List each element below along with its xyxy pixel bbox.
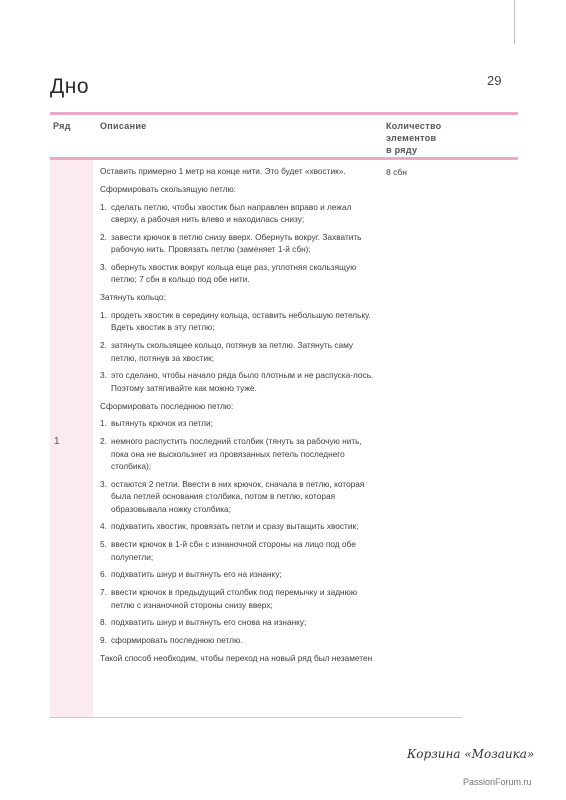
step-number: 2. xyxy=(100,340,107,351)
numbered-step xyxy=(100,634,380,646)
header-row: Ряд xyxy=(53,121,71,131)
numbered-step xyxy=(100,586,380,611)
step-text: продеть хвостик в середину кольца, оставить небольшую петельку. Вдеть хвостик в эту петлю; xyxy=(111,310,371,333)
step-number: 7. xyxy=(100,587,107,598)
numbered-step xyxy=(100,568,380,580)
numbered-step xyxy=(100,417,380,429)
header-description: Описание xyxy=(100,121,147,131)
description-paragraph: Затянуть кольцо: xyxy=(100,292,166,303)
step-text: подхватить шнур и вытянуть его снова на изнанку; xyxy=(111,617,307,628)
step-number: 1. xyxy=(100,201,107,212)
step-text: ввести крючок в предыдущий столбик под перемычку и заднюю петлю с изнаночной стороны снизу вверх; xyxy=(111,587,358,610)
description-paragraph: Такой способ необходим, чтобы переход на новый ряд был незаметен xyxy=(100,653,373,664)
description-paragraph: Оставить примерно 1 метр на конце нити. Это будет «хвостик». xyxy=(100,166,346,176)
description-paragraph: Сформировать скользящую петлю: xyxy=(100,183,236,194)
numbered-step xyxy=(100,520,380,532)
step-number: 5. xyxy=(100,539,107,550)
watermark: PassionForum.ru xyxy=(463,777,532,787)
numbered-step xyxy=(100,339,380,364)
step-text: немного распустить последний столбик (тянуть за рабочую нить, пока она не выскользнет из провязанных петель последнего столбика); xyxy=(111,436,362,472)
step-number: 9. xyxy=(100,635,107,646)
header-count xyxy=(386,120,441,156)
step-text: ввести крючок в 1-й сбн с изнаночной стороны на лицо под обе полупетли; xyxy=(111,539,356,562)
header-bottom-rule xyxy=(50,157,518,160)
footer-title: Корзина «Мозаика» xyxy=(407,747,535,761)
step-number: 4. xyxy=(100,521,107,532)
step-text: это сделано, чтобы начало ряда было плотным и не распуска-лось. Поэтому затягивайте как можно туже. xyxy=(111,370,374,393)
step-number: 1. xyxy=(100,418,107,429)
page-number: 29 xyxy=(487,73,502,88)
step-number: 3. xyxy=(100,478,107,489)
count-value: 8 сбн xyxy=(386,167,407,177)
top-vertical-rule xyxy=(514,0,515,44)
numbered-step xyxy=(100,478,380,515)
numbered-step xyxy=(100,616,380,628)
step-number: 6. xyxy=(100,569,107,580)
page-title: Дно xyxy=(50,75,89,98)
description-paragraph: Сформировать последнюю петлю: xyxy=(100,400,234,411)
numbered-step xyxy=(100,538,380,563)
step-text: сделать петлю, чтобы хвостик был направлен вправо и лежал сверху, а рабочая нить влево и находилась снизу; xyxy=(111,201,352,224)
step-text: подхватить шнур и вытянуть его на изнанку; xyxy=(111,569,282,580)
step-number: 8. xyxy=(100,617,107,628)
numbered-step xyxy=(100,435,380,472)
header-count-line: в ряду xyxy=(386,145,418,155)
numbered-step xyxy=(100,231,380,256)
step-number: 3. xyxy=(100,262,107,272)
header-count-line: элементов xyxy=(386,133,437,143)
numbered-step xyxy=(100,201,380,226)
description-cell xyxy=(100,165,380,670)
step-text: обернуть хвостик вокруг кольца еще раз, уплотняя скользящую петлю; 7 сбн в кольцо под обе нити. xyxy=(111,262,357,285)
step-number: 1. xyxy=(100,310,107,320)
step-number: 2. xyxy=(100,436,107,447)
step-text: остаются 2 петли. Ввести в них крючок, сначала в петлю, которая была петлей основания столбика, потом в петлю, которая образовывала ножку столбика; xyxy=(111,478,365,514)
step-text: затянуть скользящее кольцо, потянув за петлю. Затянуть саму петлю, потянув за хвостик; xyxy=(111,340,354,363)
step-text: сформировать последнюю петлю. xyxy=(111,635,243,646)
numbered-step xyxy=(100,369,380,394)
step-number: 3. xyxy=(100,370,107,381)
table-bottom-rule xyxy=(50,717,462,718)
header-top-rule xyxy=(50,112,518,115)
step-text: подхватить хвостик, провязать петли и сразу вытащить хвостик; xyxy=(111,521,359,532)
step-number: 2. xyxy=(100,231,107,242)
numbered-step xyxy=(100,261,380,286)
step-text: завести крючок в петлю снизу вверх. Обернуть вокруг. Захватить рабочую нить. Провязать петлю (заменяет 1-й сбн); xyxy=(111,231,362,255)
step-text: вытянуть крючок из петли; xyxy=(111,418,213,429)
numbered-step xyxy=(100,309,380,334)
header-count-line: Количество xyxy=(386,121,442,131)
row-number: 1 xyxy=(54,436,60,447)
